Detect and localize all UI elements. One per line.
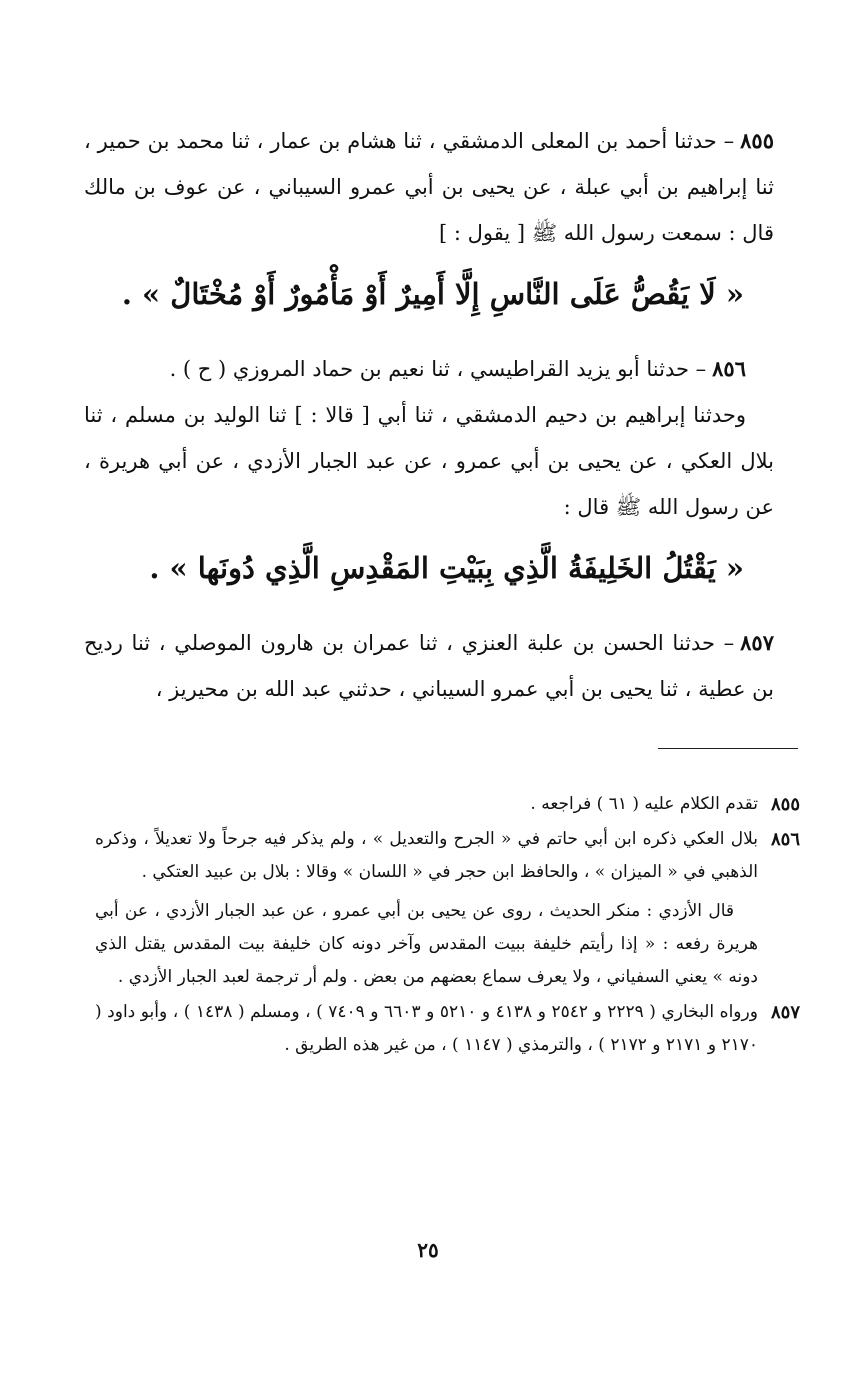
footnote-text: قال الأزدي : منكر الحديث ، روى عن يحيى بن أبي عمرو ، عن عبد الجبار الأزدي ، عن أبي هريرة رفعه : « إذا رأيتم خليفة ببيت المقدس وآخر دونه كان خليفة بيت المقدس يقتل الذي دونه » يعني السفياني ، ولا يعرف سماع بعضهم من بعض . ولم أر ترجمة لعبد الجبار الأزدي . [95, 901, 758, 987]
isnad-text: – حدثنا الحسن بن علبة العنزي ، ثنا عمران بن هارون الموصلي ، ثنا رديح بن عطية ، ثنا يحيى بن أبي عمرو السيباني ، حدثني عبد الله بن محيريز ، [84, 631, 774, 701]
isnad-text: – حدثنا أحمد بن المعلى الدمشقي ، ثنا هشام بن عمار ، ثنا محمد بن حمير ، ثنا إبراهيم بن أبي عبلة ، عن يحيى بن أبي عمرو السيباني ، عن عوف بن مالك قال : سمعت رسول الله ﷺ [ يقول : ] [84, 129, 774, 245]
footnote-body [95, 788, 758, 821]
footnote-text: ورواه البخاري ( ٢٢٢٩ و ٢٥٤٢ و ٤١٣٨ و ٥٢١٠ و ٦٦٠٣ و ٧٤٠٩ ) ، ومسلم ( ١٤٣٨ ) ، وأبو داود ( ٢١٧٠ و ٢١٧١ و ٢١٧٢ ) ، والترمذي ( ١١٤٧ ) ، من غير هذه الطريق . [95, 1002, 758, 1055]
footnote-text: تقدم الكلام عليه ( ٦١ ) فراجعه . [530, 794, 758, 814]
footnote-855 [95, 788, 800, 821]
footnote-text: بلال العكي ذكره ابن أبي حاتم في « الجرح والتعديل » ، ولم يذكر فيه جرحاً ولا تعديلاً ، وذكره الذهبي في « الميزان » ، والحافظ ابن حجر في « اللسان » وقالا : بلال بن عبيد العتكي . [95, 829, 758, 882]
main-text [84, 118, 774, 712]
footnote-857 [95, 996, 800, 1062]
hadith-number: ٨٥٧ [740, 630, 774, 655]
hadith-855-matn: « لَا يَقُصُّ عَلَى النَّاسِ إِلَّا أَمِيرٌ أَوْ مَأْمُورٌ أَوْ مُخْتَالٌ » . [121, 277, 744, 311]
hadith-856-matn: « يَقْتُلُ الخَلِيفَةُ الَّذِي بِبَيْتِ المَقْدِسِ الَّذِي دُونَها » . [149, 551, 744, 585]
hadith-855-chain [84, 118, 774, 256]
hadith-number: ٨٥٦ [712, 356, 746, 381]
hadith-number: ٨٥٥ [740, 128, 774, 153]
page-number: ٢٥ [417, 1238, 439, 1262]
hadith-857-chain [84, 620, 774, 712]
footnote-number: ٨٥٧ [770, 1002, 800, 1023]
footnote-divider [658, 748, 798, 749]
footnote-number: ٨٥٦ [770, 829, 800, 850]
footnotes [95, 788, 800, 1064]
isnad-text: – حدثنا أبو يزيد القراطيسي ، ثنا نعيم بن حماد المروزي ( ح ) . [169, 357, 707, 381]
hadith-856-chain-2: وحدثنا إبراهيم بن دحيم الدمشقي ، ثنا أبي [ قالا : ] ثنا الوليد بن مسلم ، ثنا بلال العكي ، عن يحيى بن أبي عمرو ، عن عبد الجبار الأزدي ، عن أبي هريرة ، عن رسول الله ﷺ قال : [84, 403, 774, 519]
footnote-body [95, 996, 758, 1062]
hadith-856-chain [84, 346, 774, 392]
footnote-number: ٨٥٥ [770, 794, 800, 815]
footnote-body [95, 823, 758, 994]
footnote-856 [95, 823, 800, 994]
